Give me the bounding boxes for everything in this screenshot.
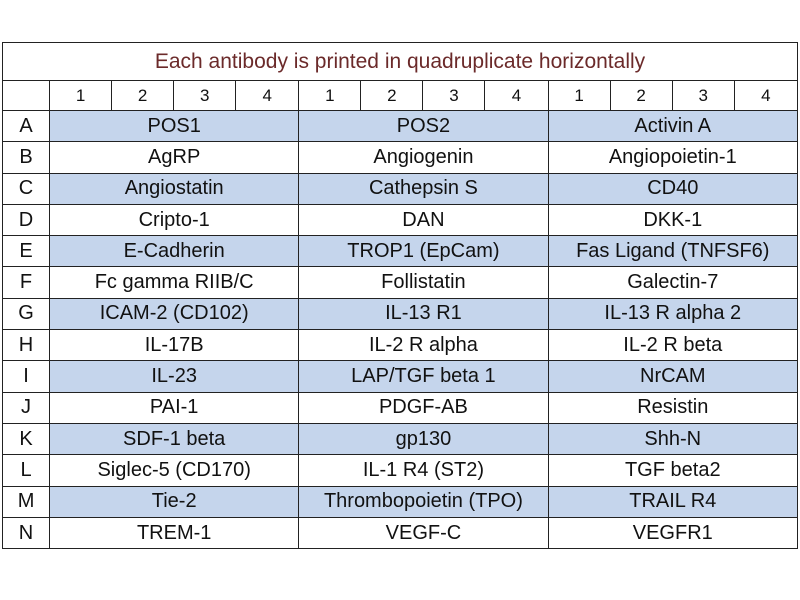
antibody-cell: Angiostatin xyxy=(50,173,299,204)
antibody-cell: Angiogenin xyxy=(299,142,548,173)
antibody-cell: VEGFR1 xyxy=(548,517,797,548)
row-letter: L xyxy=(3,455,50,486)
row-letter: J xyxy=(3,392,50,423)
antibody-cell: IL-17B xyxy=(50,330,299,361)
antibody-cell: Activin A xyxy=(548,111,797,142)
antibody-cell: TROP1 (EpCam) xyxy=(299,236,548,267)
table-row xyxy=(3,392,798,423)
antibody-cell: Thrombopoietin (TPO) xyxy=(299,486,548,517)
row-letter: F xyxy=(3,267,50,298)
row-letter: K xyxy=(3,423,50,454)
antibody-cell: IL-2 R alpha xyxy=(299,330,548,361)
row-letter: A xyxy=(3,111,50,142)
column-number: 4 xyxy=(734,81,797,111)
antibody-cell: IL-2 R beta xyxy=(548,330,797,361)
antibody-cell: NrCAM xyxy=(548,361,797,392)
table-row xyxy=(3,361,798,392)
row-letter: M xyxy=(3,486,50,517)
antibody-cell: IL-13 R alpha 2 xyxy=(548,298,797,329)
table-row xyxy=(3,236,798,267)
antibody-cell: Follistatin xyxy=(299,267,548,298)
antibody-cell: gp130 xyxy=(299,423,548,454)
column-number: 1 xyxy=(50,81,112,111)
antibody-cell: Galectin-7 xyxy=(548,267,797,298)
row-letter: C xyxy=(3,173,50,204)
antibody-cell: POS2 xyxy=(299,111,548,142)
column-number-row xyxy=(3,81,798,111)
antibody-cell: ICAM-2 (CD102) xyxy=(50,298,299,329)
table-row xyxy=(3,330,798,361)
antibody-cell: PAI-1 xyxy=(50,392,299,423)
column-number: 3 xyxy=(672,81,734,111)
row-letter: H xyxy=(3,330,50,361)
table-row xyxy=(3,486,798,517)
antibody-cell: Cripto-1 xyxy=(50,204,299,235)
antibody-cell: SDF-1 beta xyxy=(50,423,299,454)
table-row xyxy=(3,142,798,173)
antibody-cell: Fc gamma RIIB/C xyxy=(50,267,299,298)
antibody-cell: PDGF-AB xyxy=(299,392,548,423)
antibody-cell: IL-23 xyxy=(50,361,299,392)
antibody-cell: Fas Ligand (TNFSF6) xyxy=(548,236,797,267)
antibody-cell: Siglec-5 (CD170) xyxy=(50,455,299,486)
corner-cell xyxy=(3,81,50,111)
antibody-cell: TREM-1 xyxy=(50,517,299,548)
column-number: 1 xyxy=(548,81,610,111)
antibody-cell: VEGF-C xyxy=(299,517,548,548)
antibody-cell: Cathepsin S xyxy=(299,173,548,204)
antibody-cell: CD40 xyxy=(548,173,797,204)
antibody-array-table xyxy=(2,42,798,549)
antibody-cell: DKK-1 xyxy=(548,204,797,235)
antibody-cell: Tie-2 xyxy=(50,486,299,517)
table-title: Each antibody is printed in quadruplicate horizontally xyxy=(3,43,798,81)
column-number: 2 xyxy=(361,81,423,111)
antibody-cell: POS1 xyxy=(50,111,299,142)
column-number: 2 xyxy=(610,81,672,111)
table-row xyxy=(3,204,798,235)
column-number: 4 xyxy=(236,81,299,111)
column-number: 4 xyxy=(485,81,548,111)
table-row xyxy=(3,455,798,486)
table-row xyxy=(3,517,798,548)
antibody-cell: IL-1 R4 (ST2) xyxy=(299,455,548,486)
row-letter: D xyxy=(3,204,50,235)
antibody-cell: TGF beta2 xyxy=(548,455,797,486)
antibody-cell: Angiopoietin-1 xyxy=(548,142,797,173)
antibody-cell: AgRP xyxy=(50,142,299,173)
antibody-cell: IL-13 R1 xyxy=(299,298,548,329)
table-row xyxy=(3,267,798,298)
antibody-cell: TRAIL R4 xyxy=(548,486,797,517)
antibody-cell: DAN xyxy=(299,204,548,235)
table-row xyxy=(3,111,798,142)
table-row xyxy=(3,298,798,329)
column-number: 3 xyxy=(423,81,485,111)
column-number: 2 xyxy=(112,81,174,111)
antibody-cell: LAP/TGF beta 1 xyxy=(299,361,548,392)
table-row xyxy=(3,423,798,454)
row-letter: N xyxy=(3,517,50,548)
row-letter: I xyxy=(3,361,50,392)
row-letter: B xyxy=(3,142,50,173)
column-number: 3 xyxy=(174,81,236,111)
antibody-cell: Resistin xyxy=(548,392,797,423)
antibody-cell: E-Cadherin xyxy=(50,236,299,267)
row-letter: G xyxy=(3,298,50,329)
antibody-cell: Shh-N xyxy=(548,423,797,454)
table-row xyxy=(3,173,798,204)
row-letter: E xyxy=(3,236,50,267)
column-number: 1 xyxy=(299,81,361,111)
